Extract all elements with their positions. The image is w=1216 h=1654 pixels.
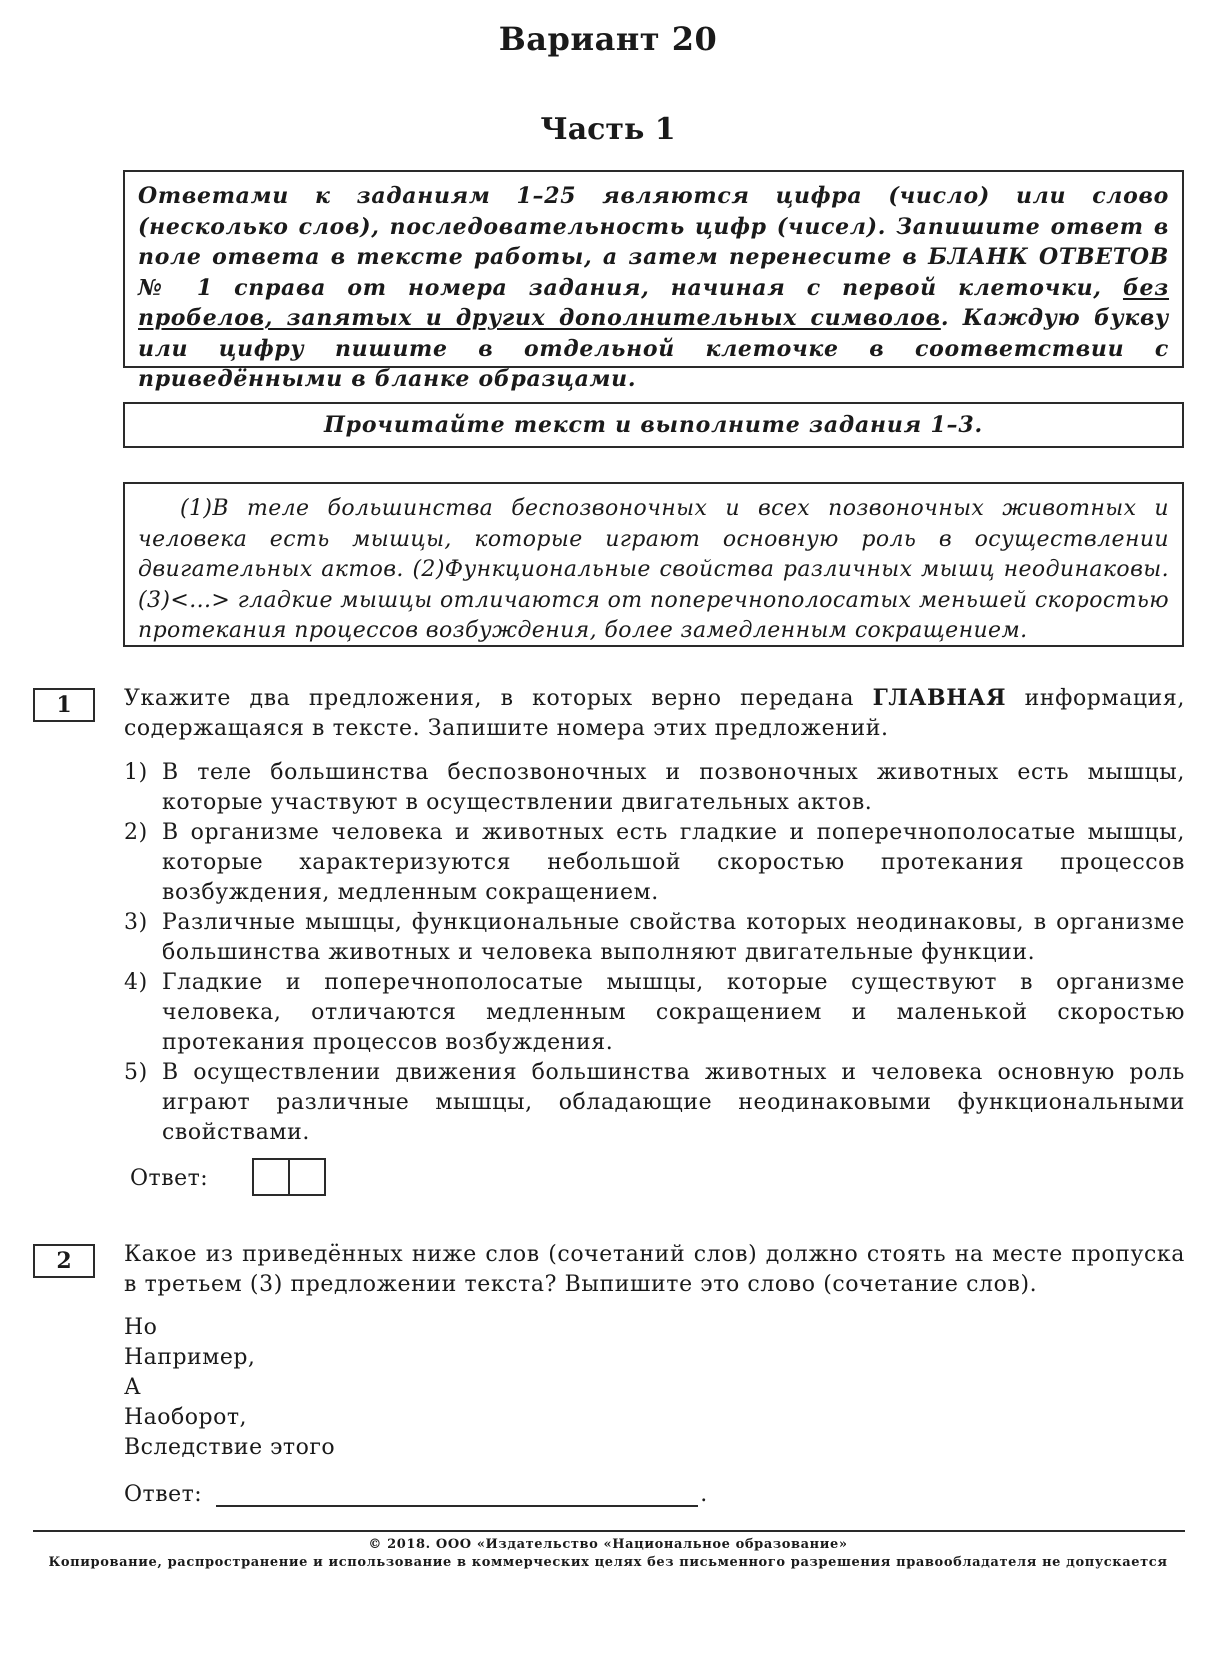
task-1-number: 1 xyxy=(33,688,95,722)
footer-copyright: © 2018. ООО «Издательство «Национальное образование» xyxy=(368,1537,848,1552)
answer-line[interactable] xyxy=(216,1483,698,1507)
option-number: 3) xyxy=(124,910,148,935)
footer-notice: Копирование, распространение и использование в коммерческих целях без письменного разрешения правообладателя не допускается xyxy=(48,1555,1168,1570)
instructions-text: Ответами к заданиям 1–25 являются цифра (число) или слово (несколько слов), последовательность цифр (чисел). Запишите ответ в поле ответа в тексте работы, а затем перенесите в БЛАНК ОТВЕТОВ № 1 справа от номера задания, начиная с первой клеточки, xyxy=(138,183,1169,301)
option-5 xyxy=(124,1058,1185,1148)
task-1-question xyxy=(124,683,1185,744)
option-text: В осуществлении движения большинства животных и человека основную роль играют различные мышцы, обладающие неодинаковыми функциональными свойствами. xyxy=(162,1060,1185,1145)
task-1-answer-cells xyxy=(252,1158,326,1196)
task-2-answer xyxy=(124,1482,708,1507)
word-option: Например, xyxy=(124,1345,256,1370)
option-2 xyxy=(124,818,1185,908)
passage-text: (1)В теле большинства беспозвоночных и всех позвоночных животных и человека есть мышцы, которые играют основную роль в осуществлении двигательных актов. (2)Функциональные свойства различных мышц неодинаковы. (3)<...> гладкие мышцы отличаются от поперечнополосатых меньшей скоростью протекания процессов возбуждения, более замедленным сокращением. xyxy=(138,496,1169,643)
option-1 xyxy=(124,758,1185,818)
task-2-question: Какое из приведённых ниже слов (сочетаний слов) должно стоять на месте пропуска в третьем (3) предложении текста? Выпишите это слово (сочетание слов). xyxy=(124,1242,1185,1297)
answer-cell[interactable] xyxy=(288,1158,326,1196)
task-1-answer-label: Ответ: xyxy=(130,1166,209,1191)
instructions-tail: . Каждую букву или цифру пишите в отдельной клеточке в соответствии с приведёнными в бланке образцами. xyxy=(138,305,1169,392)
word-option: Но xyxy=(124,1315,158,1340)
task-2-number: 2 xyxy=(33,1244,95,1278)
task-1-text-end: информация, содержащаяся в тексте. Запишите номера этих предложений. xyxy=(124,686,1185,741)
option-text: В организме человека и животных есть гладкие и поперечнополосатые мышцы, которые характеризуются небольшой скоростью протекания процессов возбуждения, медленным сокращением. xyxy=(162,820,1185,905)
option-3 xyxy=(124,908,1185,968)
task-1-text: Укажите два предложения, в которых верно передана xyxy=(124,686,873,711)
option-number: 4) xyxy=(124,970,148,995)
word-option: Вследствие этого xyxy=(124,1435,336,1460)
passage-box xyxy=(123,482,1184,647)
task-2-answer-label: Ответ: xyxy=(124,1482,203,1507)
answer-cell[interactable] xyxy=(252,1158,290,1196)
option-text: Различные мышцы, функциональные свойства которых неодинаковы, в организме большинства животных и человека выполняют двигательные функции. xyxy=(162,910,1185,965)
instructions-underlined: без пробелов, запятых и других дополнительных символов xyxy=(138,274,1169,331)
option-4 xyxy=(124,968,1185,1058)
read-prompt-box xyxy=(123,402,1184,448)
answer-period: . xyxy=(700,1482,708,1507)
word-option: Наоборот, xyxy=(124,1405,248,1430)
instructions-box xyxy=(123,170,1184,392)
task-1-text-bold: ГЛАВНАЯ xyxy=(872,685,1007,711)
option-text: В теле большинства беспозвоночных и позвоночных животных есть мышцы, которые участвуют в осуществлении двигательных актов. xyxy=(162,760,1185,815)
task-2-word-list xyxy=(124,1313,335,1463)
option-number: 1) xyxy=(124,760,148,785)
footer-rule xyxy=(33,1530,1185,1532)
part-heading: Часть 1 xyxy=(540,112,676,147)
option-number: 5) xyxy=(124,1060,148,1085)
read-prompt: Прочитайте текст и выполните задания 1–3. xyxy=(324,412,983,438)
word-option: А xyxy=(124,1375,142,1400)
option-number: 2) xyxy=(124,820,148,845)
page-title: Вариант 20 xyxy=(498,20,718,58)
task-1-options xyxy=(124,758,1185,1148)
option-text: Гладкие и поперечнополосатые мышцы, которые существуют в организме человека, отличаются медленным сокращением и маленькой скоростью протекания процессов возбуждения. xyxy=(162,970,1185,1055)
